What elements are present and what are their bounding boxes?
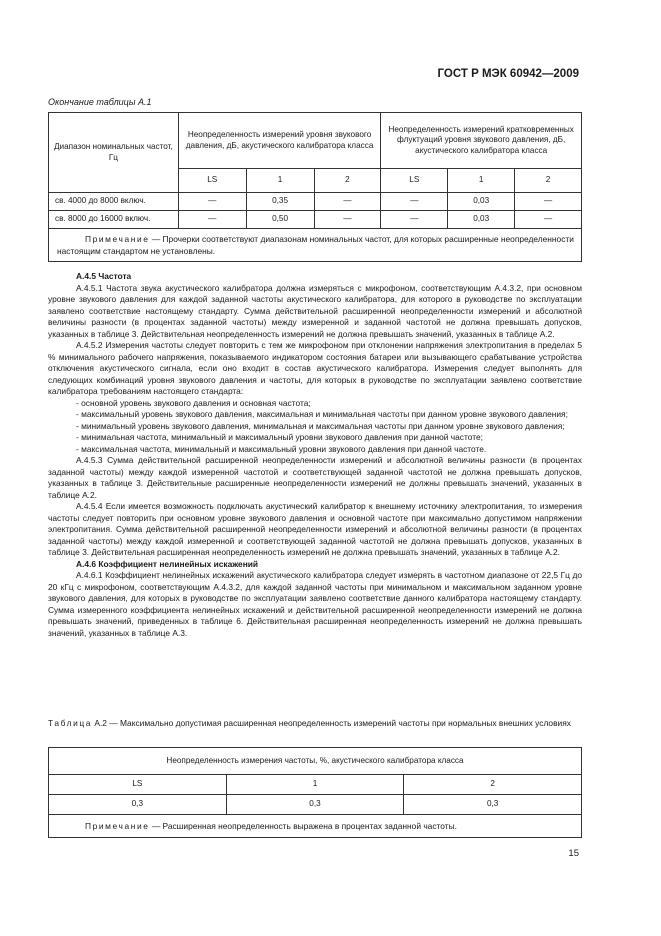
note-label: Примечание	[85, 234, 150, 244]
note-text: — Расширенная неопределенность выражена в процентах заданной частоты.	[151, 820, 457, 831]
col-header-spl-uncertainty: Неопределенность измерений уровня звукового давления, дБ, акустического калибратора класса	[178, 113, 381, 169]
class-header: 1	[246, 169, 314, 193]
value-cell: —	[178, 211, 246, 229]
paragraph-a454: А.4.5.4 Если имеется возможность подключать акустический калибратор к внешнему источнику электропитания, то измерения частоты следует повторить при основном уровне звукового давления и основной частоте при максимально допустимом напряжении электропитания. Сумма действительной расширенной неопределенности измерений и абсолютной величины разности (в процентах заданной частоты) между каждой измеренной и соответствующей заданной частотой не должна превышать допусков, указанных в таблице 3. Действительная расширенная неопределенность измерений не должна превышать значений, указанных в таблице А.2.	[48, 501, 582, 557]
value-cell: 0,35	[246, 193, 314, 211]
list-item: - максимальный уровень звукового давления, максимальная и минимальная частоты при данном уровне звукового давления;	[76, 409, 568, 419]
class-header: 1	[448, 169, 515, 193]
range-cell: св. 8000 до 16000 включ.	[49, 211, 179, 229]
value-cell: —	[381, 211, 448, 229]
value-cell: —	[515, 211, 582, 229]
table2-note	[49, 815, 582, 838]
value-cell: 0,50	[246, 211, 314, 229]
col-header-fluctuation-uncertainty: Неопределенность измерений кратковременных флуктуаций уровня звукового давления, дБ, акустического калибратора класса	[381, 113, 582, 169]
value-cell: 0,3	[404, 795, 582, 815]
table-a2	[48, 747, 582, 838]
value-cell: —	[515, 193, 582, 211]
list-item: - максимальная частота, минимальный и максимальный уровни звукового давления при данной частоте.	[76, 443, 487, 454]
col-header-range: Диапазон номинальных частот, Гц	[49, 113, 179, 193]
class-header: 2	[515, 169, 582, 193]
value-cell: 0,03	[448, 193, 515, 211]
class-header: LS	[178, 169, 246, 193]
value-cell: —	[314, 211, 381, 229]
value-cell: —	[178, 193, 246, 211]
table2-title-label: Таблица	[48, 718, 93, 728]
range-cell: св. 4000 до 8000 включ.	[49, 193, 179, 211]
table2-title-text: А.2 — Максимально допустимая расширенная неопределенность измерений частоты при нормальных внешних условиях	[94, 718, 571, 728]
class-header: LS	[49, 775, 227, 795]
table-row	[49, 211, 582, 229]
class-header: LS	[381, 169, 448, 193]
class-header: 2	[404, 775, 582, 795]
section-heading-a46: А.4.6 Коэффициент нелинейных искажений	[76, 558, 259, 569]
table2-title	[48, 718, 582, 730]
value-cell: 0,3	[49, 795, 227, 815]
paragraph-a451: А.4.5.1 Частота звука акустического калибратора должна измеряться с микрофоном, соответствующим А.4.3.2, при основном уровне звукового давления для каждой заданной частоты акустического калибратора, для которого в руководстве по эксплуатации заявлено соответствие настоящему стандарту. Сумма действительной расширенной неопределенности измерений и абсолютной величины разности (в процентах заданной частоты) между измеренной и заданной частотой не должна превышать допусков, указанных в таблице 3. Действительная неопределенность измерений не должна превышать значений, указанных в таблице А.2.	[48, 282, 582, 339]
table-row	[49, 795, 582, 815]
class-header: 2	[314, 169, 381, 193]
section-heading-a45: А.4.5 Частота	[76, 271, 132, 281]
table1-note	[49, 229, 582, 262]
page-number: 15	[568, 848, 579, 859]
list-item: - основной уровень звукового давления и основная частота;	[76, 397, 311, 408]
paragraph-a461: А.4.6.1 Коэффициент нелинейных искажений акустического калибратора следует измерять в частотном диапазоне от 22,5 Гц до 20 кГц с микрофоном, соответствующим А.4.3.2, для каждой заданной частоты при минимальном и максимальном заданном уровне звукового давления, для которых в руководстве по эксплуатации заявлено соответствие данного калибратора настоящему стандарту. Сумма измеренного коэффициента нелинейных искажений и действительной расширенной неопределенности измерений не должна превышать значений, приведенных в таблице 6. Действительная расширенная неопределенность измерений не должна превышать значений, указанных в таблице А.3.	[48, 570, 582, 638]
standard-header: ГОСТ Р МЭК 60942—2009	[437, 68, 579, 80]
table2-header: Неопределенность измерения частоты, %, акустического калибратора класса	[49, 748, 582, 775]
class-header: 1	[226, 775, 404, 795]
paragraph-a452: А.4.5.2 Измерения частоты следует повторить с тем же микрофоном при отклонении напряжения электропитания в пределах 5 % минимального рабочего напряжения, показываемого индикатором состояния батареи или вызывающего срабатывание устройства отключения акустического сигнала, если оно входит в состав акустического калибратора. Измерения следует выполнять для следующих комбинаций уровня звукового давления и частоты, для которых в руководстве по эксплуатации заявлено соответствие калибратора требованиям настоящего стандарта:	[48, 340, 582, 396]
value-cell: —	[381, 193, 448, 211]
list-item: - минимальная частота, минимальный и максимальный уровни звукового давления при данной частоте;	[76, 432, 483, 442]
list-item: - минимальный уровень звукового давления, минимальная и максимальная частоты при данном уровне звукового давления;	[76, 420, 565, 431]
main-text	[48, 271, 582, 639]
note-label: Примечание	[85, 820, 150, 831]
value-cell: 0,3	[226, 795, 404, 815]
paragraph-a453: А.4.5.3 Сумма действительной расширенной неопределенности измерений и абсолютной величины разности (в процентах заданной частоты) между каждой измеренной частотой и соответствующей заданной частотой не должна превышать допусков, указанных в таблице 3. Действительные расширенные неопределенности измерений не должны превышать значений, указанных в таблице А.2.	[48, 455, 582, 500]
table-row	[49, 193, 582, 211]
table1-caption: Окончание таблицы А.1	[48, 97, 152, 107]
value-cell: —	[314, 193, 381, 211]
value-cell: 0,03	[448, 211, 515, 229]
table-a1-continuation	[48, 112, 582, 262]
note-text: — Прочерки соответствуют диапазонам номинальных частот, для которых расширенные неопределенности настоящим стандартом не установлены.	[57, 234, 574, 257]
